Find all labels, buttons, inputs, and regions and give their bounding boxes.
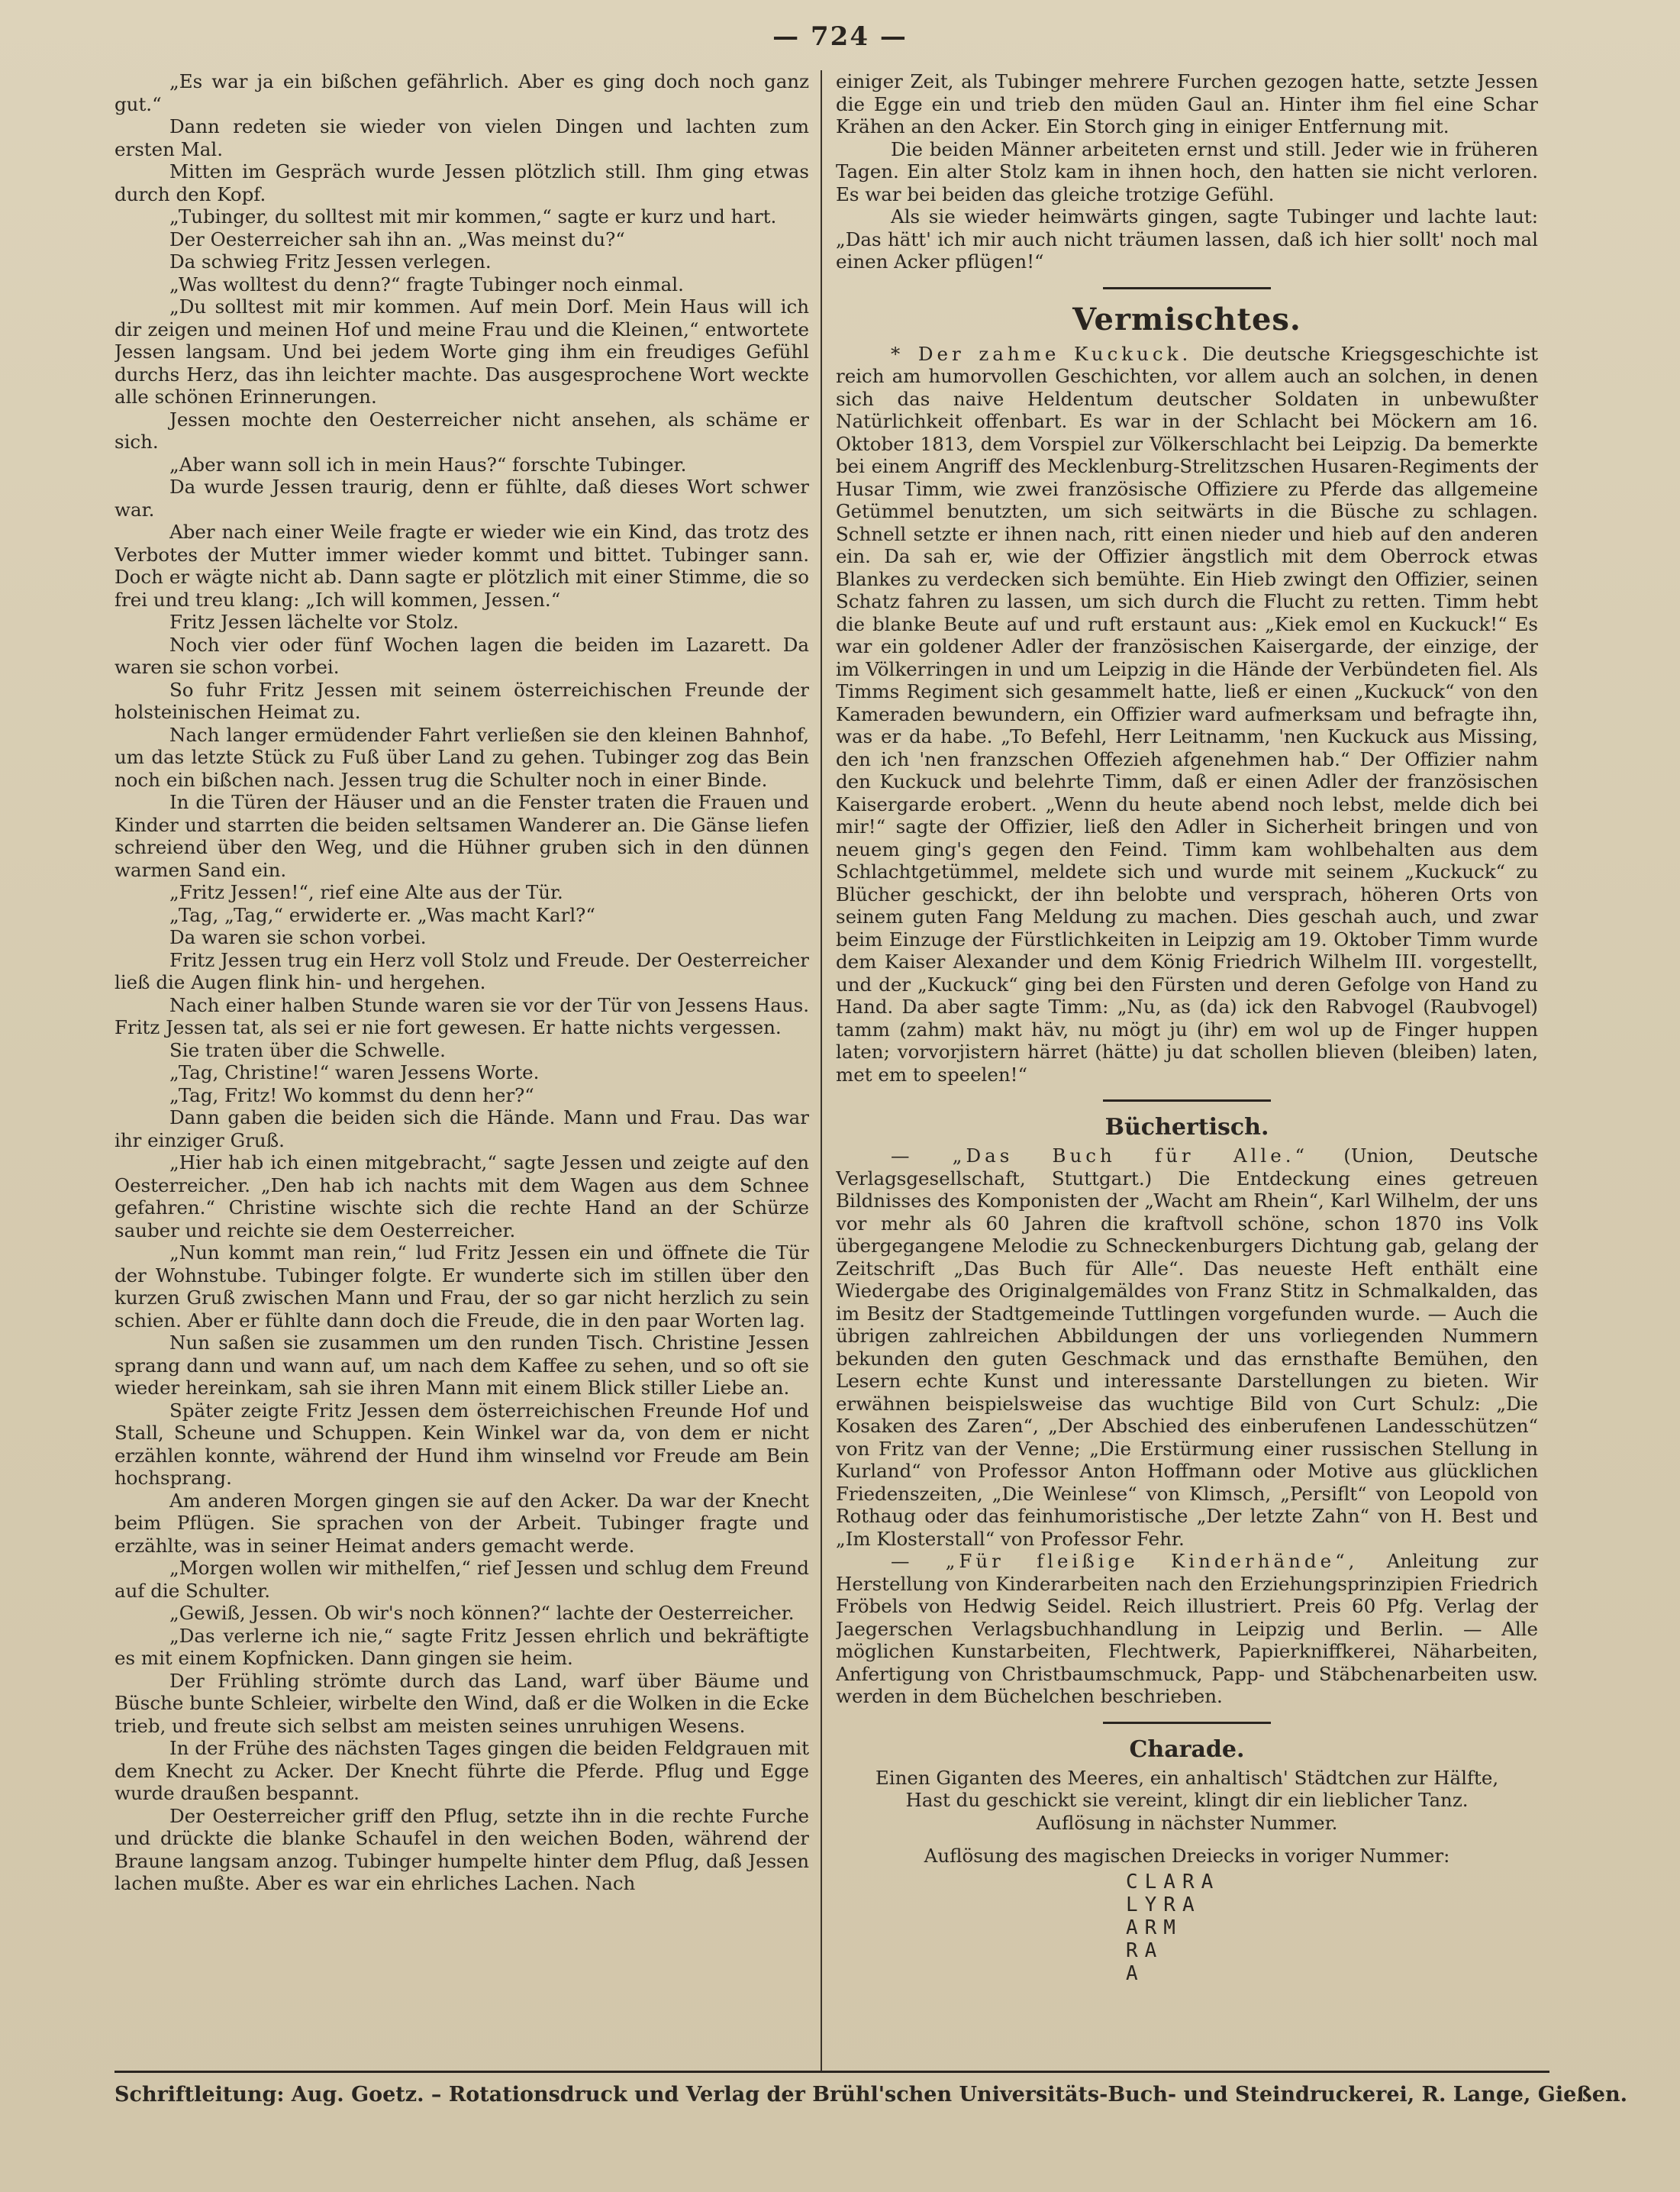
story-paragraph: Nach einer halben Stunde waren sie vor der Tür von Jessens Haus. Fritz Jessen tat, als sei er nie fort gewesen. Er hatte nichts vergessen.: [114, 993, 809, 1038]
triangle-row: ARM: [1126, 1916, 1182, 1939]
story-paragraph: Der Frühling strömte durch das Land, warf über Bäume und Büsche bunte Schleier, wirbelte den Wind, daß er die Wolken in die Ecke trieb, und freute sich selbst am meisten seines unruhigen Wesens.: [114, 1669, 809, 1737]
story-paragraph: Fritz Jessen trug ein Herz voll Stolz und Freude. Der Oesterreicher ließ die Augen flink hin- und hergehen.: [114, 948, 809, 993]
imprint-footer: Schriftleitung: Aug. Goetz. – Rotationsdruck und Verlag der Brühl'schen Universitäts-Buch- und Steindruckerei, R. Lange, Gießen.: [114, 2083, 1627, 2106]
story-paragraph: „Das verlerne ich nie,“ sagte Fritz Jessen ehrlich und bekräftigte es mit einem Kopfnicken. Dann gingen sie heim.: [114, 1624, 809, 1669]
triangle-row: RA: [1126, 1939, 1164, 1962]
story-paragraph: Noch vier oder fünf Wochen lagen die beiden im Lazarett. Da waren sie schon vorbei.: [114, 633, 809, 678]
book-review-1-body: (Union, Deutsche Verlagsgesellschaft, Stuttgart.) Die Entdeckung eines getreuen Bildnisses des Komponisten der „Wacht am Rhein“, Karl Wilhelm, der uns vor mehr als 60 Jahren die kraftvoll schöne, schon 1870 ins Volk übergegangene Melodie zu Schneckenburgers Dichtung gab, gelang der Zeitschrift „Das Buch für Alle“. Das neueste Heft enthält eine Wiedergabe des Originalgemäldes von Franz Stitz in Schmalkalden, das im Besitz der Stadtgemeinde Tuttlingen vorgefunden wurde. — Auch die übrigen zahlreichen Abbildungen der uns vorliegenden Nummern bekunden den guten Geschmack und das ernsthafte Bemühen, den Lesern echte Kunst und interessante Darstellungen zu bieten. Wir erwähnen beispielsweise das wuchtige Bild von Curt Schulz: „Die Kosaken des Zaren“, „Der Abschied des einberufenen Landesschützen“ von Fritz van der Venne; „Die Erstürmung einer russischen Stellung in Kurland“ von Professor Anton Hoffmann oder Motive aus glücklichen Friedenszeiten, „Die Weinlese“ von Klimsch, „Persiflt“ von Leopold von Rothaug oder das feinhumoristische „Der letzte Zahn“ von H. Best und „Im Klosterstall“ von Professor Fehr.: [836, 1144, 1538, 1550]
story-paragraph: Am anderen Morgen gingen sie auf den Acker. Da war der Knecht beim Pflügen. Sie sprachen von der Arbeit. Tubinger fragte und erzählte, was in seiner Heimat anders gemacht werde.: [114, 1489, 809, 1557]
section-rule: [1103, 287, 1271, 289]
story-paragraph: „Fritz Jessen!“, rief eine Alte aus der Tür.: [169, 881, 563, 903]
story-paragraph: „Morgen wollen wir mithelfen,“ rief Jessen und schlug dem Freund auf die Schulter.: [114, 1557, 809, 1602]
story-paragraph: Jessen mochte den Oesterreicher nicht ansehen, als schäme er sich.: [114, 408, 809, 453]
story-paragraph: Da wurde Jessen traurig, denn er fühlte, daß dieses Wort schwer war.: [114, 476, 809, 521]
misc-article-lead: * Der zahme Kuckuck.: [891, 342, 1192, 365]
story-paragraph: Die beiden Männer arbeiteten ernst und still. Jeder wie in früheren Tagen. Ein alter Stolz kam in ihnen hoch, den hatten sie nicht verloren. Es war bei beiden das gleiche trotzige Gefühl.: [836, 137, 1538, 205]
book-review-2-lead: — „Für fleißige Kinderhände“,: [891, 1550, 1359, 1572]
solution-title: Auflösung des magischen Dreiecks in voriger Nummer:: [924, 1845, 1450, 1867]
story-paragraph: „Gewiß, Jessen. Ob wir's noch können?“ lachte der Oesterreicher.: [169, 1602, 795, 1624]
charade-title: Charade.: [1129, 1735, 1245, 1763]
story-paragraph: Sie traten über die Schwelle.: [169, 1038, 446, 1061]
book-review-1-lead: — „Das Buch für Alle.“: [891, 1144, 1309, 1167]
story-paragraph: einiger Zeit, als Tubinger mehrere Furchen gezogen hatte, setzte Jessen die Egge ein und trieb den müden Gaul an. Hinter ihm fiel eine Schar Krähen an den Acker. Ein Storch ging in einiger Entfernung mit.: [836, 70, 1538, 137]
story-paragraph: „Hier hab ich einen mitgebracht,“ sagte Jessen und zeigte auf den Oesterreicher. „Den hab ich nachts mit dem Wagen aus dem Schnee gefahren.“ Christine wischte sich die rechte Hand an der Schürze sauber und reichte sie dem Oesterreicher.: [114, 1151, 809, 1241]
charade-line: Einen Giganten des Meeres, ein anhaltisch' Städtchen zur Hälfte,: [875, 1766, 1499, 1789]
story-continuation: [836, 70, 1538, 273]
story-paragraph: Nun saßen sie zusammen um den runden Tisch. Christine Jessen sprang dann und wann auf, um nach dem Kaffee zu sehen, und so oft sie wieder hereinkam, sah sie ihren Mann mit einem Blick stiller Liebe an.: [114, 1332, 809, 1399]
misc-article: [836, 343, 1538, 1086]
triangle-row: CLARA: [1126, 1870, 1220, 1893]
triangle-row: LYRA: [1126, 1893, 1201, 1916]
charade-section: [836, 1735, 1538, 1868]
story-paragraph: Mitten im Gespräch wurde Jessen plötzlich still. Ihm ging etwas durch den Kopf.: [114, 160, 809, 205]
story-paragraph: In die Türen der Häuser und an die Fenster traten die Frauen und Kinder und starrten die beiden seltsamen Wanderer an. Die Gänse liefen schreiend über den Weg, und die Hühner gruben sich in den dünnen warmen Sand ein.: [114, 791, 809, 881]
section-rule: [1103, 1722, 1271, 1724]
book-review-2-body: Anleitung zur Herstellung von Kinderarbeiten nach den Erziehungsprinzipien Friedrich Fröbels von Hedwig Seidel. Reich illustriert. Preis 60 Pfg. Verlag der Jaegerschen Verlagsbuchhandlung in Leipzig und Berlin. — Alle möglichen Kunstarbeiten, Flechtwerk, Papierkniffkerei, Näharbeiten, Anfertigung von Christbaumschmuck, Papp- und Stäbchenarbeiten usw. werden in dem Büchelchen beschrieben.: [836, 1550, 1538, 1707]
story-paragraph: „Was wolltest du denn?“ fragte Tubinger noch einmal.: [169, 273, 684, 295]
page-number: — 724 —: [772, 21, 908, 52]
story-paragraph: „Es war ja ein bißchen gefährlich. Aber es ging doch noch ganz gut.“: [114, 70, 809, 115]
story-paragraph: Dann gaben die beiden sich die Hände. Mann und Frau. Das war ihr einziger Gruß.: [114, 1106, 809, 1151]
story-paragraph: Dann redeten sie wieder von vielen Dingen und lachten zum ersten Mal.: [114, 115, 809, 160]
story-paragraph: „Du solltest mit mir kommen. Auf mein Dorf. Mein Haus will ich dir zeigen und meinen Hof und meine Frau und die Kleinen,“ entwortete Jessen langsam. Und bei jedem Worte ging ihm ein freudiges Gefühl durchs Herz, das ihn leichter machte. Das ausgesprochene Wort weckte alle schönen Erinnerungen.: [114, 295, 809, 408]
story-paragraph: Fritz Jessen lächelte vor Stolz.: [169, 611, 460, 633]
misc-article-body: Die deutsche Kriegsgeschichte ist reich am humorvollen Geschichten, vor allem auch an solchen, in denen sich das naive Heldentum deutscher Soldaten in unbewußter Natürlichkeit offenbart. Es war in der Schlacht bei Möckern am 16. Oktober 1813, dem Vorspiel zur Völkerschlacht bei Leipzig. Da bemerkte bei einem Angriff des Mecklenburg-Strelitzschen Husaren-Regiments der Husar Timm, wie zwei französische Offiziere zu Pferde das allgemeine Getümmel benutzten, um sich seitwärts in die Büsche zu schlagen. Schnell setzte er ihnen nach, ritt einen nieder und hieb auf den anderen ein. Da sah er, wie der Offizier ängstlich mit dem Oberrock etwas Blankes zu verdecken sich bemühte. Ein Hieb zwingt den Offizier, seinen Schatz fahren zu lassen, um sich durch die Flucht zu retten. Timm hebt die blanke Beute auf und ruft erstaunt aus: „Kiek emol en Kuckuck!“ Es war ein goldener Adler der französischen Kaisergarde, der einzige, der im Völkerringen in und um Leipzig in die Hände der Verbündeten fiel. Als Timms Regiment sich gesammelt hatte, ließ er einen „Kuckuck“ von den Kameraden bewundern, ein Offizier ward aufmerksam und befragte ihn, was er da habe. „To Befehl, Herr Leitnamm, 'nen Kuckuck aus Missing, den ich 'nen franzschen Offezieh afgenehmen hab.“ Der Offizier nahm den Kuckuck und belehrte Timm, daß er einen Adler der französischen Kaisergarde erobert. „Wenn du heute abend noch lebst, melde dich bei mir!“ sagte der Offizier, ließ den Adler in Sicherheit bringen und von neuem ging's gegen den Feind. Timm kam wohlbehalten aus dem Schlachtgetümmel, meldete sich und wurde mit seinem „Kuckuck“ zu Blücher geschickt, der ihn belobte und versprach, höheren Orts von seinem guten Fang Meldung zu machen. Dies geschah auch, und zwar beim Einzuge der Fürstlichkeiten in Leipzig am 19. Oktober Timm wurde dem Kaiser Alexander und dem König Friedrich Wilhelm III. vorgestellt, und der „Kuckuck“ ging bei den Fürsten und deren Gefolge von Hand zu Hand. Da aber sagte Timm: „Nu, as (da) ick den Rabvogel (Raubvogel) tamm (zahm) makt häv, nu mögt ju (ihr) em wol up de Finger huppen laten; vorvorjistern härret (hätte) ju dat schollen blieven (bleiben) laten, met em to speelen!“: [836, 342, 1538, 1086]
story-paragraph: „Tubinger, du solltest mit mir kommen,“ sagte er kurz und hart.: [169, 205, 777, 228]
story-paragraph: „Aber wann soll ich in mein Haus?“ forschte Tubinger.: [169, 453, 687, 476]
story-paragraph: Da waren sie schon vorbei.: [169, 926, 427, 948]
story-paragraph: Nach langer ermüdender Fahrt verließen sie den kleinen Bahnhof, um das letzte Stück zu Fuß über Land zu gehen. Tubinger zog das Bein noch ein bißchen nach. Jessen trug die Schulter noch in einer Binde.: [114, 723, 809, 791]
story-paragraph: Der Oesterreicher griff den Pflug, setzte ihn in die rechte Furche und drückte die blanke Schaufel in den weichen Boden, während der Braune langsam anzog. Tubinger humpelte hinter dem Pflug, daß Jessen lachen mußte. Aber es war ein ehrliches Lachen. Nach: [114, 1804, 809, 1894]
magic-triangle: [1126, 1871, 1538, 1985]
book-review-2: [836, 1550, 1538, 1708]
story-paragraph: Da schwieg Fritz Jessen verlegen.: [169, 250, 492, 273]
misc-section-title: Vermischtes.: [1072, 301, 1301, 337]
right-column: [836, 70, 1538, 2055]
story-paragraph: So fuhr Fritz Jessen mit seinem österreichischen Freunde der holsteinischen Heimat zu.: [114, 678, 809, 723]
story-paragraph: In der Frühe des nächsten Tages gingen die beiden Feldgrauen mit dem Knecht zu Acker. Der Knecht führte die Pferde. Pflug und Egge wurde draußen bespannt.: [114, 1737, 809, 1804]
story-paragraph: Der Oesterreicher sah ihn an. „Was meinst du?“: [169, 228, 625, 250]
footer-rule: [114, 2071, 1549, 2073]
story-paragraph: Aber nach einer Weile fragte er wieder wie ein Kind, das trotz des Verbotes der Mutter immer wieder kommt und bittet. Tubinger sann. Doch er wägte nicht ab. Dann sagte er plötzlich mit einer Stimme, die so frei und treu klang: „Ich will kommen, Jessen.“: [114, 521, 809, 611]
book-review-1: [836, 1144, 1538, 1550]
charade-line: Auflösung in nächster Nummer.: [1036, 1811, 1338, 1834]
story-paragraph: „Tag, Fritz! Wo kommst du denn her?“: [169, 1083, 534, 1106]
charade-line: Hast du geschickt sie vereint, klingt dir ein lieblicher Tanz.: [905, 1789, 1469, 1811]
story-paragraph: Später zeigte Fritz Jessen dem österreichischen Freunde Hof und Stall, Scheune und Schuppen. Kein Winkel war da, von dem er nicht erzählen konnte, während der Hund ihm winselnd vor Freude am Bein hochsprang.: [114, 1399, 809, 1489]
column-divider: [821, 70, 822, 2071]
left-column: [114, 70, 809, 2055]
section-rule: [1103, 1099, 1271, 1102]
story-paragraph: „Tag, „Tag,“ erwiderte er. „Was macht Karl?“: [169, 903, 595, 926]
story-paragraph: „Tag, Christine!“ waren Jessens Worte.: [169, 1061, 540, 1083]
books-section-title: Büchertisch.: [1104, 1114, 1269, 1141]
story-paragraph: Als sie wieder heimwärts gingen, sagte Tubinger und lachte laut: „Das hätt' ich mir auch nicht träumen lassen, daß ich hier sollt' noch mal einen Acker pflügen!“: [836, 205, 1538, 273]
story-paragraph: „Nun kommt man rein,“ lud Fritz Jessen ein und öffnete die Tür der Wohnstube. Tubinger folgte. Er wunderte sich im stillen über den kurzen Gruß zwischen Mann und Frau, der so gar nicht herzlich zu sein schien. Aber er fühlte dann doch die Freude, die in den paar Worten lag.: [114, 1241, 809, 1332]
triangle-row: A: [1126, 1961, 1145, 1985]
